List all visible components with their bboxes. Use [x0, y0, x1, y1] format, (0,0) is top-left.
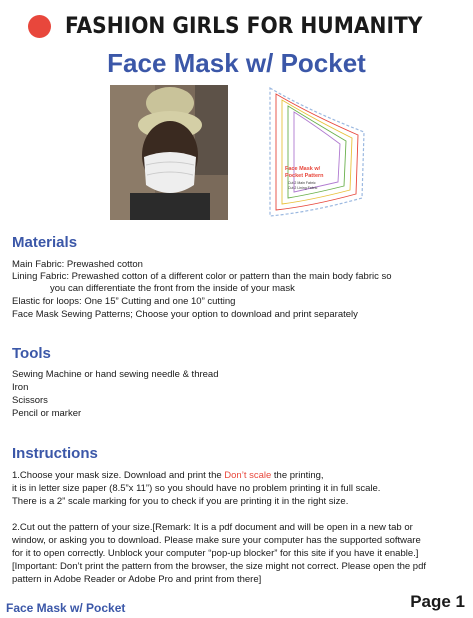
instruction-step1-line1: 1.Choose your mask size. Download and print the Don’t scale the printing, — [12, 470, 324, 481]
materials-line: Face Mask Sewing Patterns; Choose your option to download and print separately — [12, 309, 358, 320]
pattern-title: Face Mask w/ Pocket Pattern — [285, 166, 324, 179]
header — [28, 8, 454, 44]
instruction-step1-line3: There is a 2” scale marking for you to check if you are printing it in the right size. — [12, 496, 349, 507]
instruction-step2-line: 2.Cut out the pattern of your size.[Remark: It is a pdf document and will be open in a new tab or — [12, 522, 413, 533]
mask-pattern-illustration — [252, 80, 372, 220]
dont-scale-highlight: Don’t scale — [224, 470, 272, 481]
instruction-step2-line: for it to open correctly. Unblock your computer “pop-up blocker” for this site if you have it enable.] — [12, 548, 419, 559]
tools-line: Sewing Machine or hand sewing needle & thread — [12, 369, 219, 380]
instruction-step2-line: [Important: Don’t print the pattern from the browser, the size might not correct. Please open the pdf — [12, 561, 426, 572]
tools-line: Scissors — [12, 395, 48, 406]
footer-doc-title: Face Mask w/ Pocket — [6, 601, 126, 615]
instruction-step1-line2: it is in letter size paper (8.5”x 11”) so you should have no problem printing it in full scale. — [12, 483, 381, 494]
tools-line: Iron — [12, 382, 29, 393]
brand-title: FASHION GIRLS FOR HUMANITY — [65, 13, 423, 39]
pattern-cut-notes: Cut 2 Main Fabric Cut 2 Lining Fabric — [288, 181, 318, 190]
person-wearing-mask-image — [110, 85, 228, 220]
instruction-step2-line: pattern in Adobe Reader or Adobe Pro and print from there] — [12, 574, 262, 585]
materials-line: Elastic for loops: One 15” Cutting and one 10” cutting — [12, 296, 236, 307]
mask-photo — [110, 85, 228, 220]
tools-line: Pencil or marker — [12, 408, 82, 419]
page-subtitle: Face Mask w/ Pocket — [107, 48, 366, 78]
materials-heading: Materials — [12, 234, 78, 251]
instruction-step2-line: window, or asking you to download. Please make sure your computer has the supported software — [12, 535, 421, 546]
materials-line: Main Fabric: Prewashed cotton — [12, 259, 143, 270]
tools-heading: Tools — [12, 345, 51, 362]
materials-line: Lining Fabric: Prewashed cotton of a different color or pattern than the main body fabric so — [12, 271, 392, 282]
page-number: Page 1 — [410, 592, 465, 611]
instructions-heading: Instructions — [12, 445, 98, 462]
materials-line: you can differentiate the front from the inside of your mask — [50, 283, 295, 294]
red-dot-icon — [28, 15, 51, 38]
